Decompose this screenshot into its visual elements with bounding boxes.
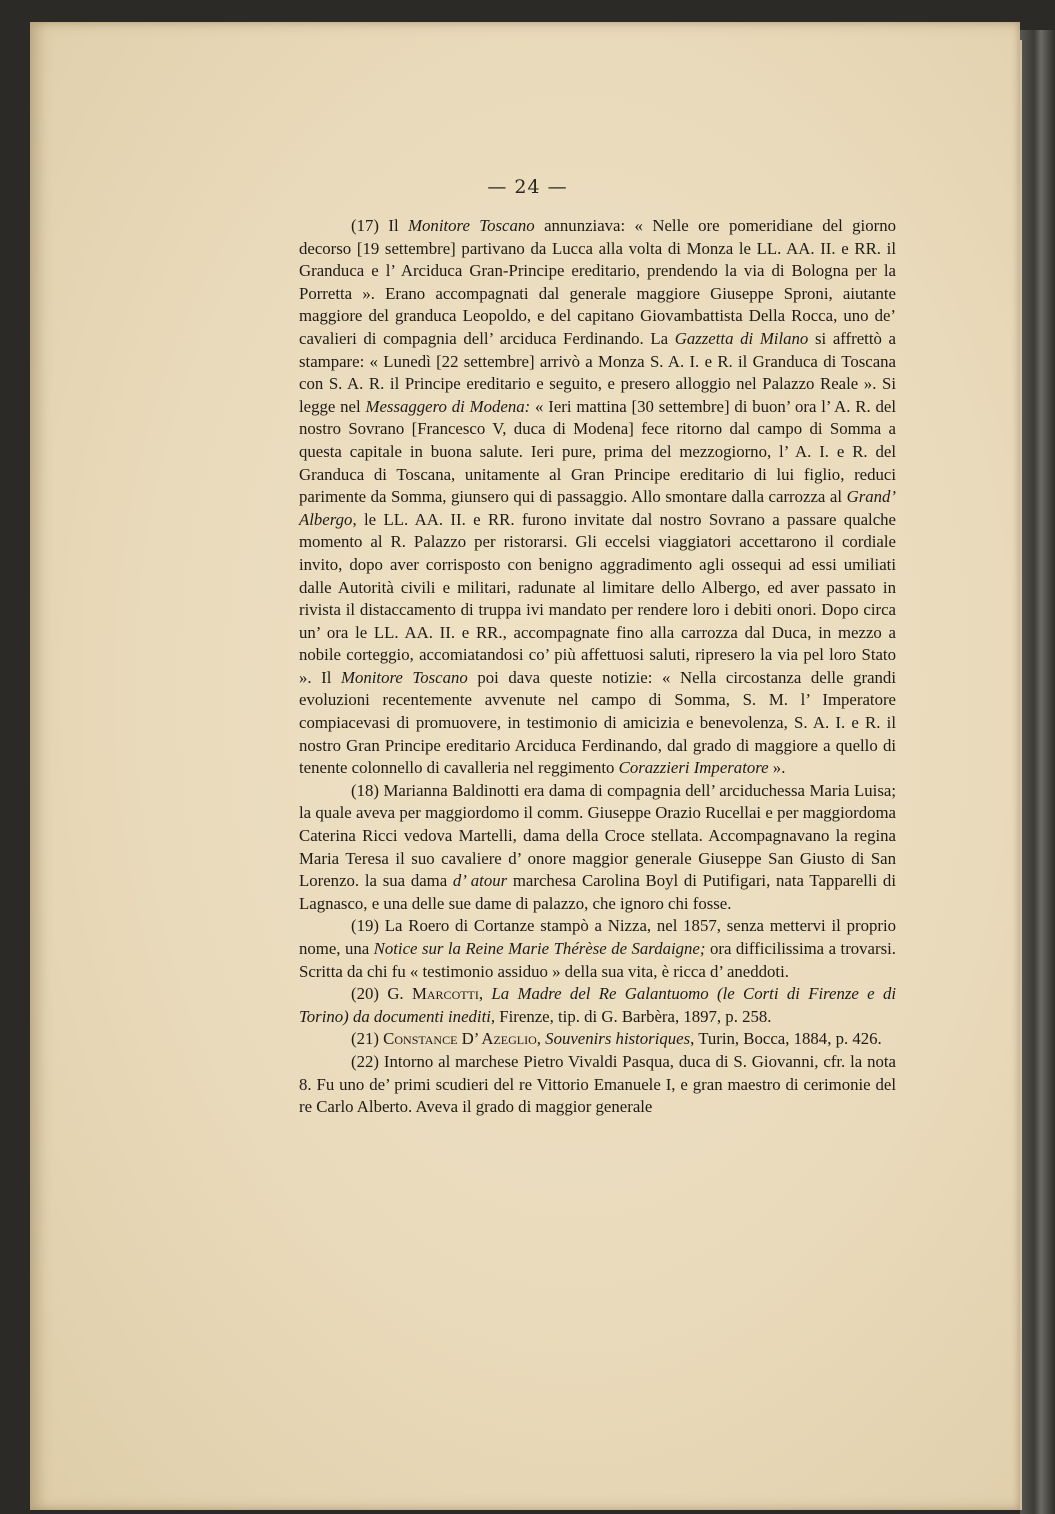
body-text: poi dava queste notizie: « Nella circostanza delle grandi evoluzioni recentemente avvenute nel campo di Somma, S. M. l’ Imperatore compiacevasi di promuovere, in testimonio di amicizia e benevolenza, S. A. I. e R. il nostro Gran Principe ereditario Arciduca Ferdinando, dal grado di maggiore a quello di tenente colonnello di cavalleria nel reggimento: [299, 667, 896, 778]
note-number: (18): [351, 780, 379, 800]
note-20: [299, 983, 896, 1028]
italic-text: Monitore Toscano: [408, 216, 535, 235]
body-text: Intorno al marchese Pietro Vivaldi Pasqua, duca di S. Giovanni, cfr. la nota 8. Fu uno de’ primi scudieri del re Vittorio Emanuele I, e gran maestro di cerimonie del re Carlo Alberto. Aveva il grado di maggior generale: [299, 1051, 896, 1117]
body-text: ».: [768, 758, 786, 778]
italic-text: Grand’ Albergo: [299, 487, 896, 529]
body-text: La Roero di Cortanze stampò a Nizza, nel 1857, senza mettervi il proprio nome, una: [299, 916, 896, 958]
body-text: ora difficilissima a trovarsi. Scritta da chi fu « testimonio assiduo » della sua vita, è ricca d’ aneddoti.: [299, 939, 896, 981]
italic-text: Souvenirs historiques: [545, 1029, 691, 1049]
body-text: Il: [388, 216, 409, 235]
note-body: [299, 216, 896, 777]
italic-text: Corazzieri Imperatore: [618, 758, 769, 778]
note-body: [299, 984, 896, 1026]
author-name: Constance D’ Azeglio: [383, 1029, 537, 1049]
italic-text: Monitore Toscano: [341, 667, 468, 687]
italic-text: Messaggero di Modena:: [365, 396, 531, 416]
body-text: annunziava: « Nelle ore pomeridiane del giorno decorso [19 settembre] partivano da Lucca alla volta di Monza le LL. AA. II. e RR. il Granduca e l’ Arciduca Gran-Principe ereditario, prendendo la via di Bologna per la Porretta ». Erano accompagnati dal generale maggiore Giuseppe Sproni, aiutante maggiore del granduca Leopoldo, e del capitano Giovambattista Della Rocca, uno de’ cavalieri di compagnia dell’ arciduca Ferdinando. La: [299, 216, 896, 348]
body-text: marchesa Carolina Boyl di Putifigari, nata Tapparelli di Lagnasco, e una delle sue dame di palazzo, che ignoro chi fosse.: [299, 871, 896, 913]
note-19: [299, 915, 896, 983]
note-17: [299, 215, 896, 780]
note-21: [299, 1028, 896, 1051]
body-text: , Turin, Bocca, 1884, p. 426.: [690, 1029, 882, 1049]
note-body: [299, 916, 896, 980]
note-number: (20): [351, 984, 379, 1004]
body-text: , le LL. AA. II. e RR. furono invitate dal nostro Sovrano a passare qualche momento al R. Palazzo per ristorarsi. Gli eccelsi viaggiatori accettarono il cordiale invito, dopo aver corrisposto con benigno aggradimento agli ossequi ad essi umiliati dalle Autorità civili e militari, radunate al limitare dello Albergo, ed aver passato in rivista il distaccamento di truppa ivi mandato per rendere loro i debiti onori. Dopo circa un’ ora le LL. AA. II. e RR., accompagnate fino alla carrozza dal Duca, in mezzo a nobile corteggio, accomiatandosi co’ più affettuosi saluti, ripresero la via pel loro Stato ». Il: [299, 509, 896, 687]
note-18: [299, 780, 896, 916]
note-number: (17): [351, 216, 379, 235]
body-text: Firenze, tip. di G. Barbèra, 1897, p. 258.: [495, 1006, 772, 1026]
italic-text: La Madre del Re Galantuomo (le Corti di Firenze e di Torino) da documenti inediti,: [299, 984, 897, 1026]
note-number: (19): [351, 916, 379, 936]
body-text: G.: [387, 984, 412, 1004]
page-number: — 24 —: [487, 176, 568, 198]
note-body: [299, 781, 896, 913]
italic-text: Gazzetta di Milano: [674, 328, 809, 348]
author-name: Marcotti: [411, 984, 479, 1004]
note-body: [299, 1052, 896, 1116]
body-text: ,: [536, 1029, 546, 1049]
note-number: (21): [351, 1029, 379, 1049]
note-body: [383, 1029, 882, 1048]
note-22: [299, 1051, 896, 1119]
body-text: « Ieri mattina [30 settembre] di buon’ ora l’ A. R. del nostro Sovrano [Francesco V, duca di Modena] fece ritorno dal campo di Somma a questa capitale in buona salute. Ieri pure, prima del mezzogiorno, l’ A. I. e R. del Granduca di Toscana, unitamente al Gran Principe ereditario di lui figlio, reduci parimente da Somma, giunsero qui di passaggio. Allo smontare dalla carrozza al: [299, 396, 896, 507]
body-text: Marianna Baldinotti era dama di compagnia dell’ arciduchessa Maria Luisa; la quale aveva per maggiordomo il comm. Giuseppe Orazio Rucellai e per maggiordoma Caterina Ricci vedova Martelli, dama della Croce stellata. Accompagnavano la regina Maria Teresa il suo cavaliere d’ onore maggior generale Giuseppe San Giusto di San Lorenzo. la sua dama: [299, 780, 896, 891]
italic-text: Notice sur la Reine Marie Thérèse de Sardaigne;: [373, 939, 706, 958]
note-number: (22): [351, 1051, 379, 1071]
footnotes-text: [299, 215, 896, 1119]
body-text: ,: [478, 984, 492, 1004]
body-text: si affrettò a stampare: « Lunedì [22 settembre] arrivò a Monza S. A. I. e R. il Granduca di Toscana con S. A. R. il Principe ereditario e seguito, e presero alloggio nel Palazzo Reale ». Si legge nel: [299, 328, 897, 416]
italic-text: d’ atour: [452, 871, 508, 891]
book-spine: [1020, 30, 1055, 1514]
